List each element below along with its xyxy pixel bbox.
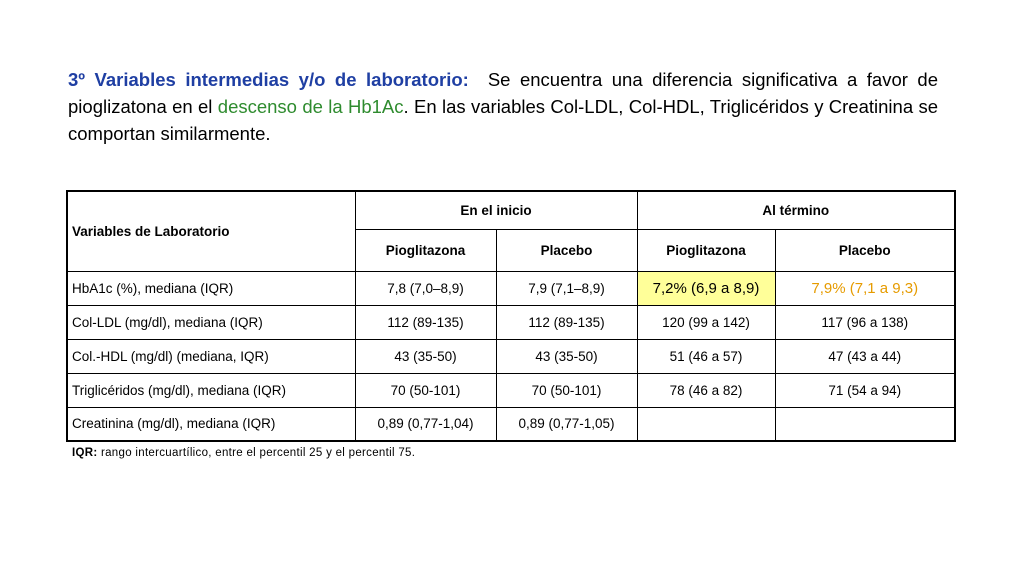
cell-value: 43 (35-50) bbox=[496, 339, 637, 373]
row-label: Col.-HDL (mg/dl) (mediana, IQR) bbox=[67, 339, 355, 373]
table-row bbox=[67, 407, 955, 441]
cell-value: 7,8 (7,0–8,9) bbox=[355, 271, 496, 305]
cell-value: 120 (99 a 142) bbox=[637, 305, 775, 339]
subheader-placebo-termino: Placebo bbox=[775, 229, 955, 271]
cell-value: 78 (46 a 82) bbox=[637, 373, 775, 407]
cell-value-empty bbox=[637, 407, 775, 441]
row-label: Creatinina (mg/dl), mediana (IQR) bbox=[67, 407, 355, 441]
cell-value: 71 (54 a 94) bbox=[775, 373, 955, 407]
cell-value: 112 (89-135) bbox=[355, 305, 496, 339]
intro-text-b: . En las variables Col-LDL, Col-HDL, Triglicéridos y Creatinina se comportan similarmente. bbox=[68, 96, 939, 144]
row-label: HbA1c (%), mediana (IQR) bbox=[67, 271, 355, 305]
cell-value: 117 (96 a 138) bbox=[775, 305, 955, 339]
footnote bbox=[72, 447, 415, 459]
table-row bbox=[67, 339, 955, 373]
row-label: Triglicéridos (mg/dl), mediana (IQR) bbox=[67, 373, 355, 407]
cell-value: 51 (46 a 57) bbox=[637, 339, 775, 373]
intro-paragraph bbox=[68, 66, 938, 147]
cell-value-orange: 7,9% (7,1 a 9,3) bbox=[775, 271, 955, 305]
footnote-text: rango intercuartílico, entre el percentil 25 y el percentil 75. bbox=[97, 447, 416, 459]
row-label: Col-LDL (mg/dl), mediana (IQR) bbox=[67, 305, 355, 339]
cell-value: 7,9 (7,1–8,9) bbox=[496, 271, 637, 305]
section-heading: 3º Variables intermedias y/o de laboratorio: bbox=[68, 69, 469, 90]
cell-value-highlighted: 7,2% (6,9 a 8,9) bbox=[637, 271, 775, 305]
group-header-termino: Al término bbox=[637, 191, 955, 229]
lab-variables-table bbox=[66, 190, 956, 442]
table-row bbox=[67, 373, 955, 407]
subheader-placebo-inicio: Placebo bbox=[496, 229, 637, 271]
cell-value: 47 (43 a 44) bbox=[775, 339, 955, 373]
cell-value: 43 (35-50) bbox=[355, 339, 496, 373]
table-header-row bbox=[67, 191, 955, 229]
group-header-inicio: En el inicio bbox=[355, 191, 637, 229]
table-row bbox=[67, 305, 955, 339]
cell-value: 70 (50-101) bbox=[496, 373, 637, 407]
subheader-pioglitazona-termino: Pioglitazona bbox=[637, 229, 775, 271]
cell-value-empty bbox=[775, 407, 955, 441]
cell-value: 0,89 (0,77-1,04) bbox=[355, 407, 496, 441]
intro-text-a: Se encuentra una diferencia significativa a favor de pioglizatona en el bbox=[68, 69, 939, 117]
intro-highlight: descenso de la Hb1Ac bbox=[217, 96, 404, 117]
cell-value: 112 (89-135) bbox=[496, 305, 637, 339]
cell-value: 0,89 (0,77-1,05) bbox=[496, 407, 637, 441]
subheader-pioglitazona-inicio: Pioglitazona bbox=[355, 229, 496, 271]
row-header: Variables de Laboratorio bbox=[67, 191, 355, 271]
footnote-term: IQR: bbox=[72, 447, 98, 459]
cell-value: 70 (50-101) bbox=[355, 373, 496, 407]
table-row bbox=[67, 271, 955, 305]
